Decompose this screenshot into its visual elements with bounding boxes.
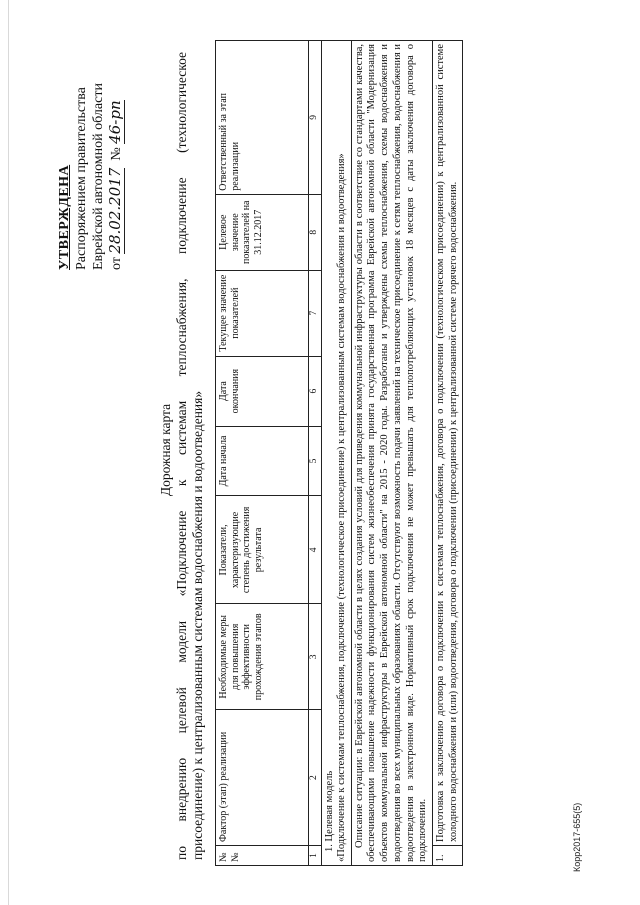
header-current-value: Текущее значение показателей: [216, 270, 309, 356]
header-number: № №: [216, 846, 309, 866]
title-line-3: присоединение) к централизованным системам водоснабжения и водоотведения»: [190, 390, 205, 860]
column-number: 1: [309, 846, 322, 866]
header-start-date: Дата начала: [216, 426, 309, 496]
item-number: 1.: [433, 846, 463, 866]
approval-number-prefix: №: [109, 147, 124, 161]
approval-date-line: [107, 30, 125, 270]
item-text: Подготовка к заключению договора о подключении к системам теплоснабжения, договора о подключении (технологическом присоединении) к централизованной системе холодного водоснабжения и (или) водоотведения, договора о подключении (присоединении) к централизованной системе горячего водоснабжения.: [433, 41, 463, 846]
title-line-2: по внедрению целевой модели «Подключение к системам теплоснабжения, подключение (технологическое: [174, 52, 189, 860]
header-end-date: Дата окончания: [216, 356, 309, 426]
column-number: 3: [309, 604, 322, 710]
header-factor: Фактор (этап) реализации: [216, 710, 309, 846]
column-number: 5: [309, 426, 322, 496]
document-title: [158, 30, 206, 870]
column-number: 9: [309, 41, 322, 195]
approval-line-1: Распоряжением правительства: [74, 87, 89, 270]
table-row: [433, 41, 463, 866]
approval-from-prefix: от: [109, 257, 124, 270]
section-cell: [321, 41, 351, 866]
header-responsible: Ответственный за этап реализации: [216, 41, 309, 195]
header-indicators: Показатели, характеризующие степень достижения результата: [216, 496, 309, 604]
section-subtitle: «Подключение к системам теплоснабжения, подключение (технологическое присоединение) к централизованным системам водоснабжения и водоотведения»: [336, 153, 347, 862]
approval-number: 46-рп: [106, 100, 124, 144]
roadmap-table: [215, 40, 463, 866]
approval-date: 28.02.2017: [106, 167, 124, 254]
approval-line-2: Еврейской автономной области: [91, 83, 106, 270]
section-row: [321, 41, 351, 866]
title-line-1: Дорожная карта: [158, 403, 173, 497]
approved-stamp: УТВЕРЖДЕНА: [57, 164, 72, 270]
document-serial: Корр2017-655(5): [572, 802, 582, 872]
description-row: [351, 41, 433, 866]
header-target-value: Целевое значение показателей на 31.12.2017: [216, 194, 309, 270]
column-number: 8: [309, 194, 322, 270]
situation-description: Описание ситуации: в Еврейской автономной области в целях создания условий для приведения коммунальной инфраструктуры области в соответствие со стандартами качества, обеспечивающими повышение надежности функционирования систем жизнеобеспечения принята государственная программа Еврейской автономной области "Модернизация объектов коммунальной инфраструктуры в Еврейской автономной области" на 2015 - 2020 годы. Разработаны и утверждены схемы теплоснабжения, схемы водоснабжения и водоотведения во всех муниципальных образованиях области. Отсутствуют возможность подачи заявлений на техническое присоединение к сетям теплоснабжения, водоснабжения и водоотведения в электронном виде. Нормативный срок подключения не может превышать для теплопотребляющих установок 18 месяцев с даты заключения договора о подключении.: [353, 44, 429, 862]
column-number-row: [309, 41, 322, 866]
header-measures: Необходимые меры для повышения эффективности прохождения этапов: [216, 604, 309, 710]
column-number: 4: [309, 496, 322, 604]
document-page: [40, 30, 600, 870]
approval-block: [56, 30, 125, 270]
column-number: 2: [309, 710, 322, 846]
table-header-row: [216, 41, 309, 866]
page-edge-line: [8, 0, 9, 905]
description-cell: [351, 41, 433, 866]
column-number: 7: [309, 270, 322, 356]
column-number: 6: [309, 356, 322, 426]
section-title: 1. Целевая модель: [323, 770, 335, 852]
